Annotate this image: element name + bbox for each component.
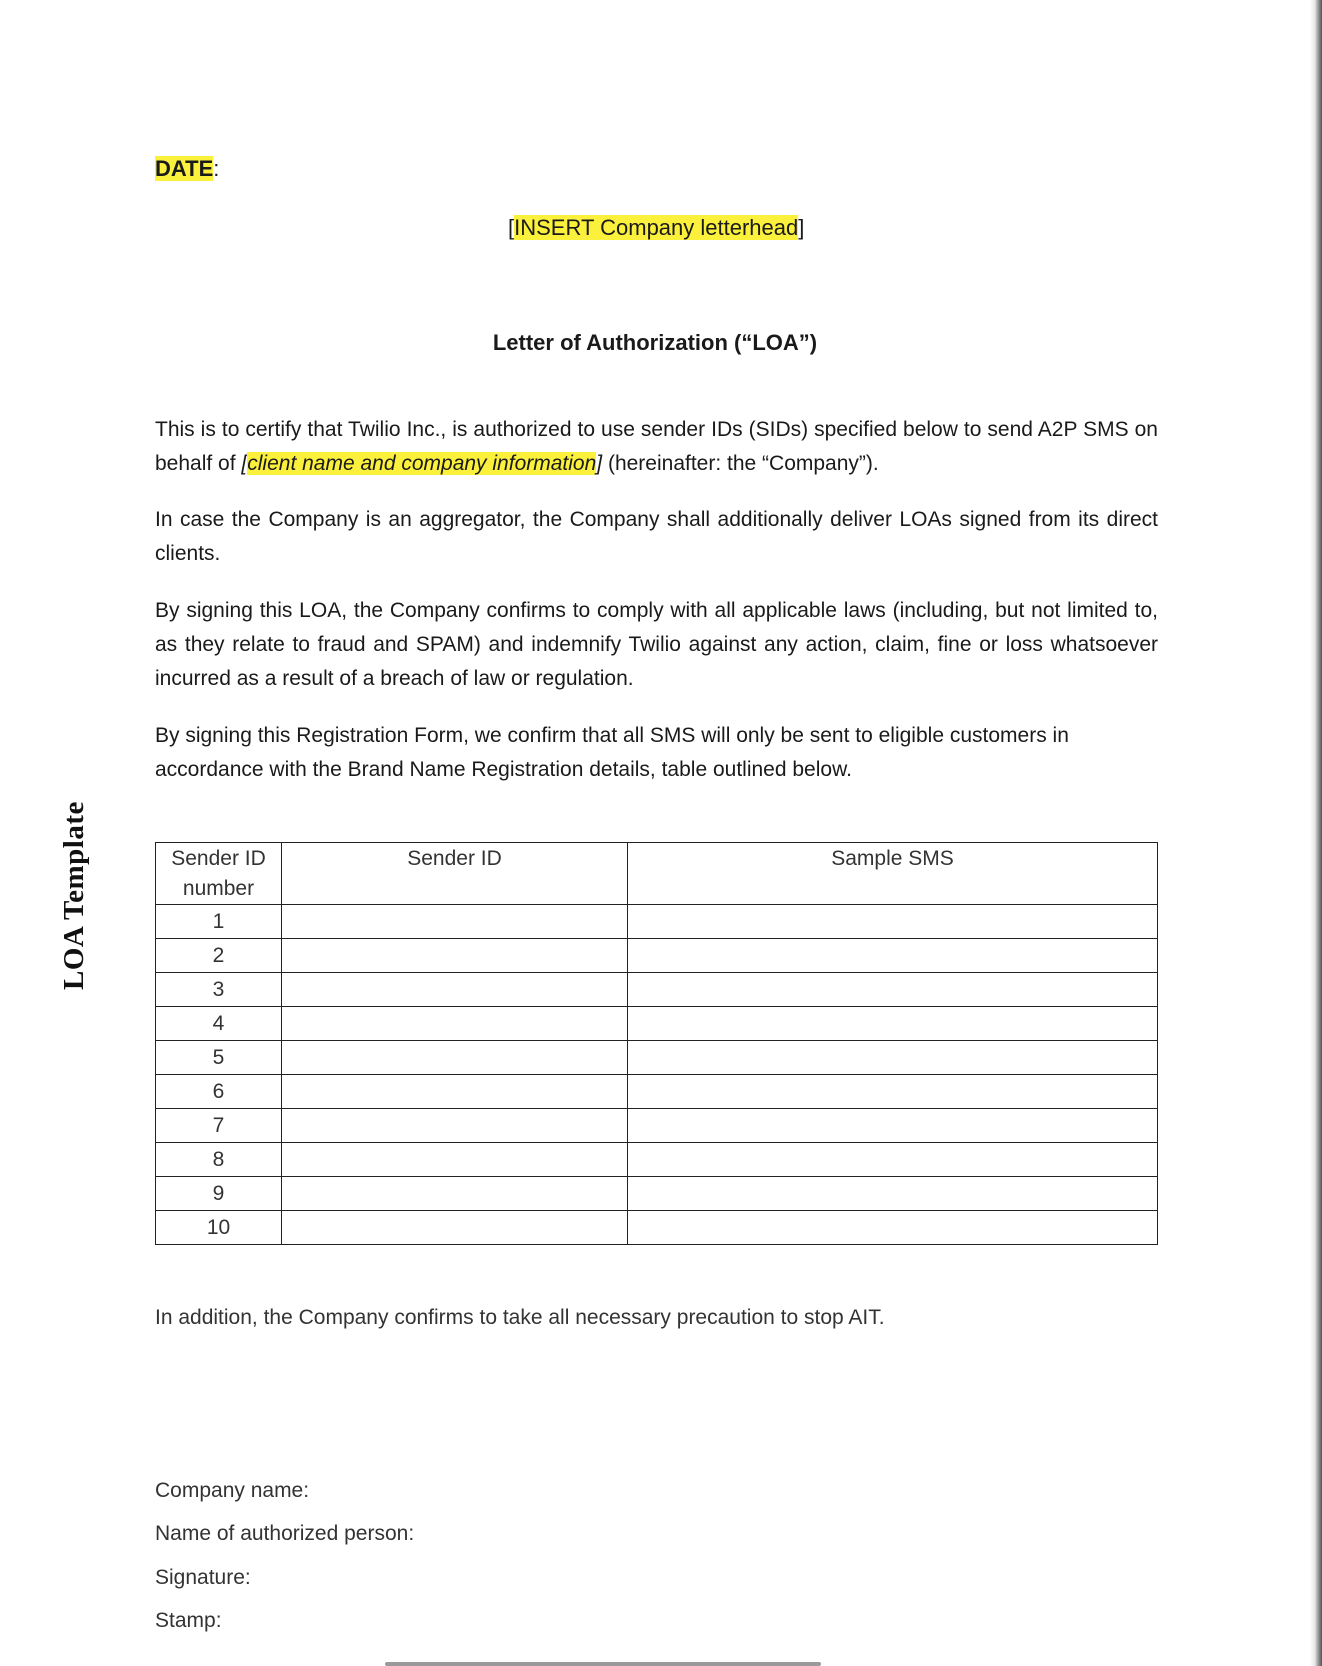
table-row — [156, 1177, 1158, 1211]
table-row — [156, 1109, 1158, 1143]
letterhead-bracket-close: ] — [798, 215, 805, 240]
paragraph-aggregator: In case the Company is an aggregator, the Company shall additionally deliver LOAs signed from its direct clients. — [155, 508, 1158, 565]
sample-sms-cell — [628, 1143, 1158, 1177]
row-number: 1 — [156, 905, 282, 939]
sample-sms-cell — [628, 1075, 1158, 1109]
row-number: 6 — [156, 1075, 282, 1109]
sender-id-cell — [282, 1177, 628, 1211]
sample-sms-cell — [628, 1177, 1158, 1211]
sample-sms-cell — [628, 1007, 1158, 1041]
sample-sms-cell — [628, 1109, 1158, 1143]
addition-statement: In addition, the Company confirms to take all necessary precaution to stop AIT. — [155, 1306, 885, 1329]
paragraph-compliance: By signing this LOA, the Company confirms to comply with all applicable laws (including, but not limited to, as they relate to fraud and SPAM) and indemnify Twilio against any action, claim, fine or loss whatsoever incurred as a result of a breach of law or regulation. — [155, 599, 1158, 690]
page-edge-shadow — [1310, 0, 1322, 1666]
header-sample-sms: Sample SMS — [628, 843, 1158, 905]
company-name-label: Company name: — [155, 1479, 310, 1502]
row-number: 3 — [156, 973, 282, 1007]
sender-id-table — [155, 842, 1158, 1245]
side-label: LOA Template — [58, 801, 90, 990]
sample-sms-cell — [628, 1211, 1158, 1245]
sender-id-cell — [282, 939, 628, 973]
sender-id-cell — [282, 1007, 628, 1041]
table-row — [156, 1143, 1158, 1177]
sender-id-cell — [282, 1143, 628, 1177]
letterhead-bracket-open: [ — [508, 215, 515, 240]
row-number: 4 — [156, 1007, 282, 1041]
paragraph-authorization — [155, 413, 1158, 481]
sample-sms-cell — [628, 973, 1158, 1007]
p1-bracket-close: ] — [596, 452, 603, 475]
row-number: 7 — [156, 1109, 282, 1143]
sender-id-cell — [282, 1211, 628, 1245]
table-row — [156, 973, 1158, 1007]
sender-id-cell — [282, 1041, 628, 1075]
row-number: 9 — [156, 1177, 282, 1211]
sender-id-cell — [282, 1109, 628, 1143]
date-colon: : — [213, 156, 220, 181]
paragraph-registration: By signing this Registration Form, we confirm that all SMS will only be sent to eligible customers in accordance with the Brand Name Registration details, table outlined below. — [155, 724, 1069, 781]
p1-text-a: This is to certify that Twilio Inc., is authorized to use sender IDs (SIDs) specified below to send A2P SMS on behalf of — [155, 418, 1158, 475]
client-placeholder: client name and company information — [247, 452, 597, 475]
row-number: 8 — [156, 1143, 282, 1177]
scroll-indicator[interactable] — [385, 1662, 821, 1666]
page-title: Letter of Authorization (“LOA”) — [492, 330, 818, 355]
date-field — [155, 156, 219, 182]
row-number: 2 — [156, 939, 282, 973]
sender-id-cell — [282, 1075, 628, 1109]
table-row — [156, 1211, 1158, 1245]
header-sender-id: Sender ID — [282, 843, 628, 905]
table-row — [156, 1041, 1158, 1075]
table-row — [156, 939, 1158, 973]
stamp-label: Stamp: — [155, 1609, 222, 1632]
header-sender-id-number: Sender ID number — [156, 843, 282, 905]
sample-sms-cell — [628, 905, 1158, 939]
signature-label: Signature: — [155, 1566, 251, 1589]
p1-bracket-open: [ — [241, 452, 248, 475]
letterhead-text: INSERT Company letterhead — [514, 215, 799, 240]
sender-id-cell — [282, 905, 628, 939]
table-row — [156, 905, 1158, 939]
date-label: DATE — [155, 156, 214, 181]
sample-sms-cell — [628, 1041, 1158, 1075]
row-number: 5 — [156, 1041, 282, 1075]
row-number: 10 — [156, 1211, 282, 1245]
letterhead-placeholder — [508, 215, 804, 241]
p1-text-b: (hereinafter: the “Company”). — [602, 452, 879, 475]
table-row — [156, 1007, 1158, 1041]
authorized-person-label: Name of authorized person: — [155, 1522, 415, 1545]
table-row — [156, 1075, 1158, 1109]
table-header-row — [156, 843, 1158, 905]
sample-sms-cell — [628, 939, 1158, 973]
sender-id-cell — [282, 973, 628, 1007]
